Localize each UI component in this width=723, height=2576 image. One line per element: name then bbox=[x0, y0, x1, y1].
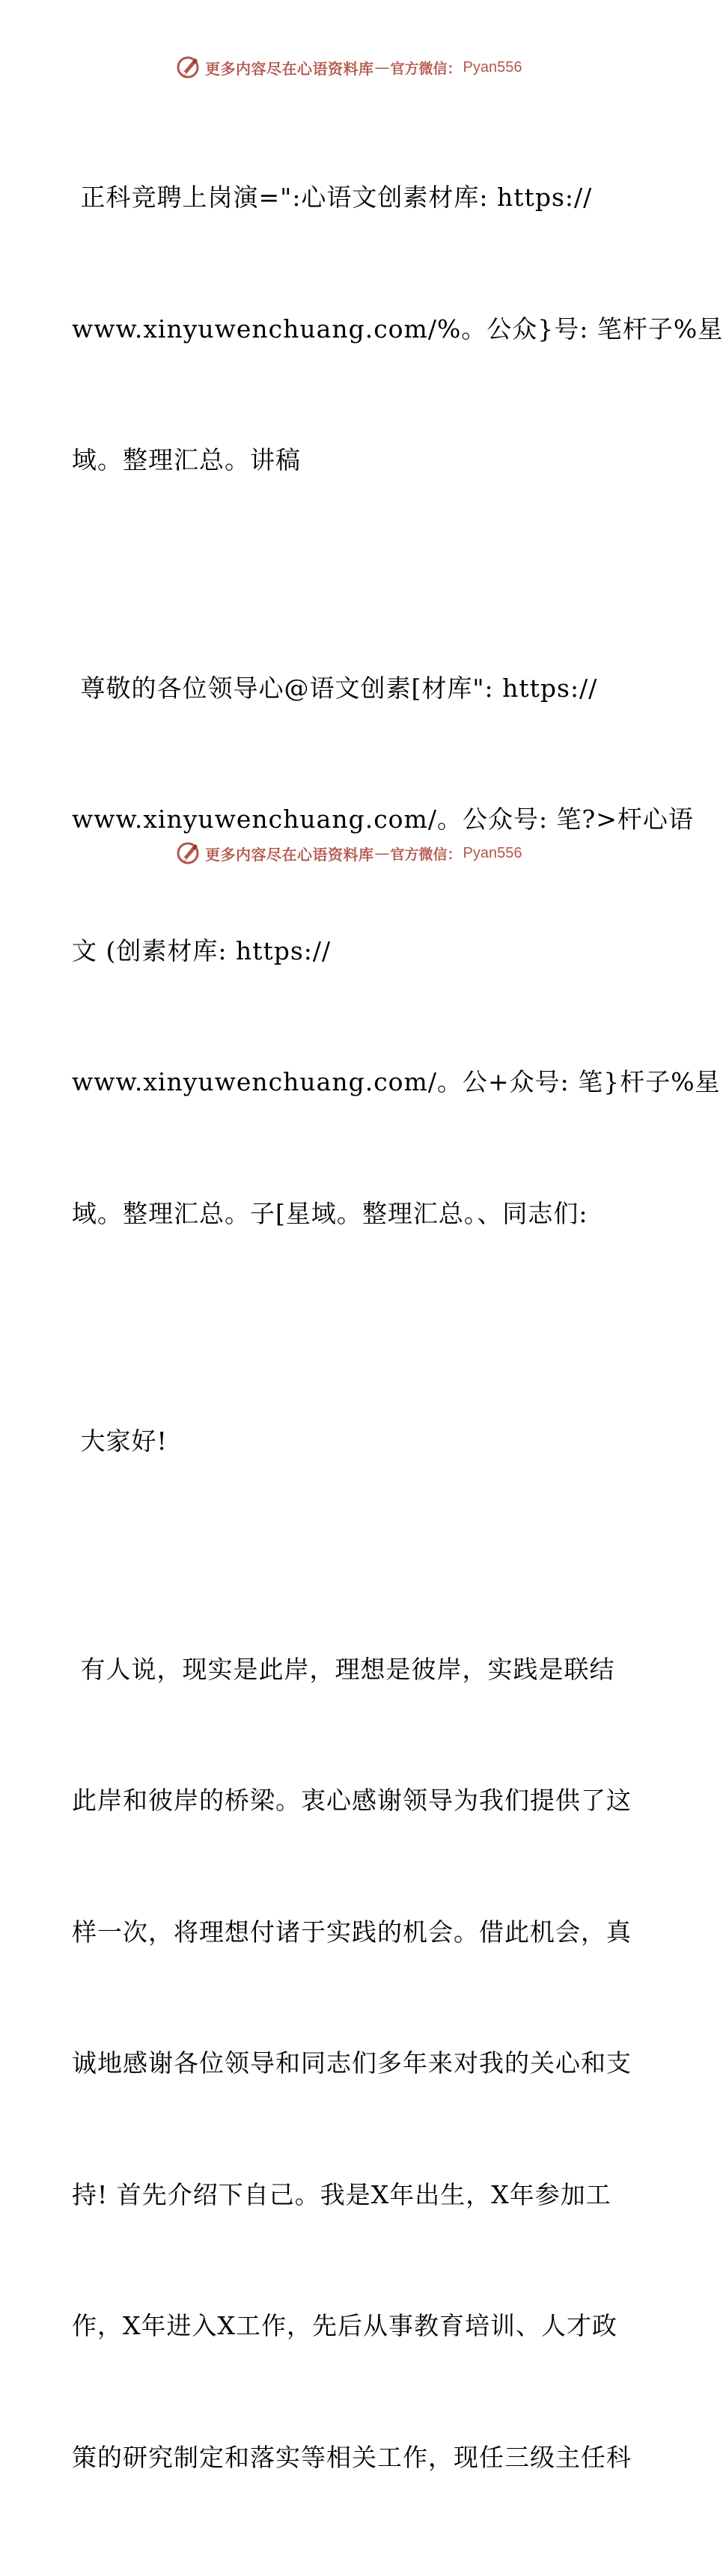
pen-logo-icon bbox=[175, 55, 201, 80]
text-line: 作，X年进入X工作，先后从事教育培训、人才政 bbox=[72, 2311, 617, 2340]
text-line: www.xinyuwenchuang.com/%。公众}号: 笔杆子%星 bbox=[72, 314, 723, 344]
text-line: 大家好! bbox=[72, 1426, 168, 1456]
paragraph-body bbox=[72, 1560, 641, 2568]
paragraph-title bbox=[72, 88, 723, 570]
header-banner bbox=[175, 52, 564, 82]
text-line: 此岸和彼岸的桥梁。衷心感谢领导为我们提供了这 bbox=[72, 1786, 632, 1815]
text-line: 诚地感谢各位领导和同志们多年来对我的关心和支 bbox=[72, 2048, 632, 2078]
text-line: 文 (创素材库: https:// bbox=[72, 936, 332, 965]
banner-wechat-label: 官方微信： bbox=[390, 846, 462, 863]
text-line: 正科竞聘上岗演=":心语文创素材库: https:// bbox=[72, 183, 593, 212]
document-body bbox=[72, 88, 723, 2576]
text-line: 尊敬的各位领导心@语文创素[材库": https:// bbox=[72, 673, 598, 703]
paragraph-salutation bbox=[72, 579, 721, 1324]
banner-wechat-label: 官方微信： bbox=[390, 60, 462, 77]
banner-dash: — bbox=[374, 58, 390, 76]
text-line: 有人说，现实是此岸，理想是彼岸，实践是联结 bbox=[72, 1654, 615, 1684]
text-line: 样一次，将理想付诸于实践的机会。借此机会，真 bbox=[72, 1917, 632, 1947]
footer-banner bbox=[175, 838, 564, 868]
text-line: 域。整理汇总。讲稿 bbox=[72, 445, 301, 474]
text-line: 持! 首先介绍下自己。我是X年出生，X年参加工 bbox=[72, 2179, 611, 2209]
paragraph-greeting bbox=[72, 1332, 641, 1551]
text-line: 域。整理汇总。子[星域。整理汇总。、同志们: bbox=[72, 1198, 588, 1228]
banner-library-text: 更多内容尽在心语资料库 bbox=[205, 59, 374, 78]
banner-library-text: 更多内容尽在心语资料库 bbox=[205, 845, 374, 864]
banner-wechat-id: Pyan556 bbox=[463, 844, 522, 861]
banner-wechat-id: Pyan556 bbox=[463, 58, 522, 76]
pen-logo-icon bbox=[175, 840, 201, 866]
text-line: 策的研究制定和落实等相关工作，现任三级主任科 bbox=[72, 2442, 632, 2472]
banner-dash: — bbox=[374, 844, 390, 862]
text-line: www.xinyuwenchuang.com/。公众号: 笔?>杆心语 bbox=[72, 805, 694, 834]
text-line: www.xinyuwenchuang.com/。公+众号: 笔}杆子%星 bbox=[72, 1067, 721, 1096]
